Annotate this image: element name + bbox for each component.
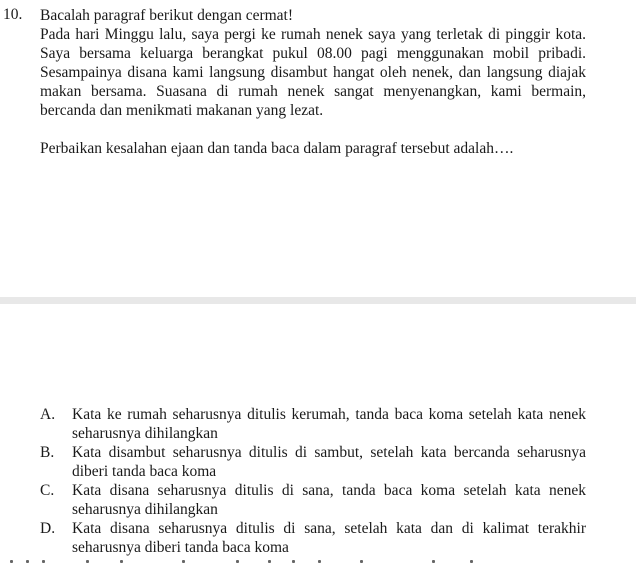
option-letter: C. bbox=[40, 482, 55, 499]
answer-options bbox=[40, 405, 586, 557]
option-b[interactable] bbox=[40, 443, 586, 481]
section-divider bbox=[0, 297, 636, 304]
option-d[interactable] bbox=[40, 519, 586, 557]
reading-paragraph: Pada hari Minggu lalu, saya pergi ke rumah nenek saya yang terletak di pinggir kota. Saya bersama keluarga berangkat pukul 08.00 pagi menggunakan mobil pribadi. Sesampainya disana kami langsung disambut hangat oleh nenek, dan langsung diajak makan bersama. Suasana di rumah nenek sangat menyenangkan, kami bermain, bercanda dan menikmati makanan yang lezat. bbox=[40, 26, 586, 119]
option-text: Kata disana seharusnya ditulis di sana, tanda baca koma setelah kata nenek seharusnya dihilangkan bbox=[72, 482, 586, 518]
question-block bbox=[40, 6, 586, 158]
option-c[interactable] bbox=[40, 481, 586, 519]
option-a[interactable] bbox=[40, 405, 586, 443]
option-letter: B. bbox=[40, 444, 55, 461]
question-number: 10. bbox=[3, 6, 23, 23]
cut-off-text-line bbox=[0, 556, 636, 564]
option-letter: D. bbox=[40, 520, 56, 537]
option-letter: A. bbox=[40, 406, 56, 423]
option-text: Kata disambut seharusnya ditulis di sambut, setelah kata bercanda seharusnya diberi tanda baca koma bbox=[72, 444, 586, 480]
question-prompt: Perbaikan kesalahan ejaan dan tanda baca dalam paragraf tersebut adalah…. bbox=[40, 140, 514, 157]
question-instruction: Bacalah paragraf berikut dengan cermat! bbox=[40, 7, 294, 24]
option-text: Kata disana seharusnya ditulis di sana, setelah kata dan di kalimat terakhir seharusnya diberi tanda baca koma bbox=[72, 520, 586, 556]
option-text: Kata ke rumah seharusnya ditulis kerumah, tanda baca koma setelah kata nenek seharusnya dihilangkan bbox=[72, 406, 586, 442]
